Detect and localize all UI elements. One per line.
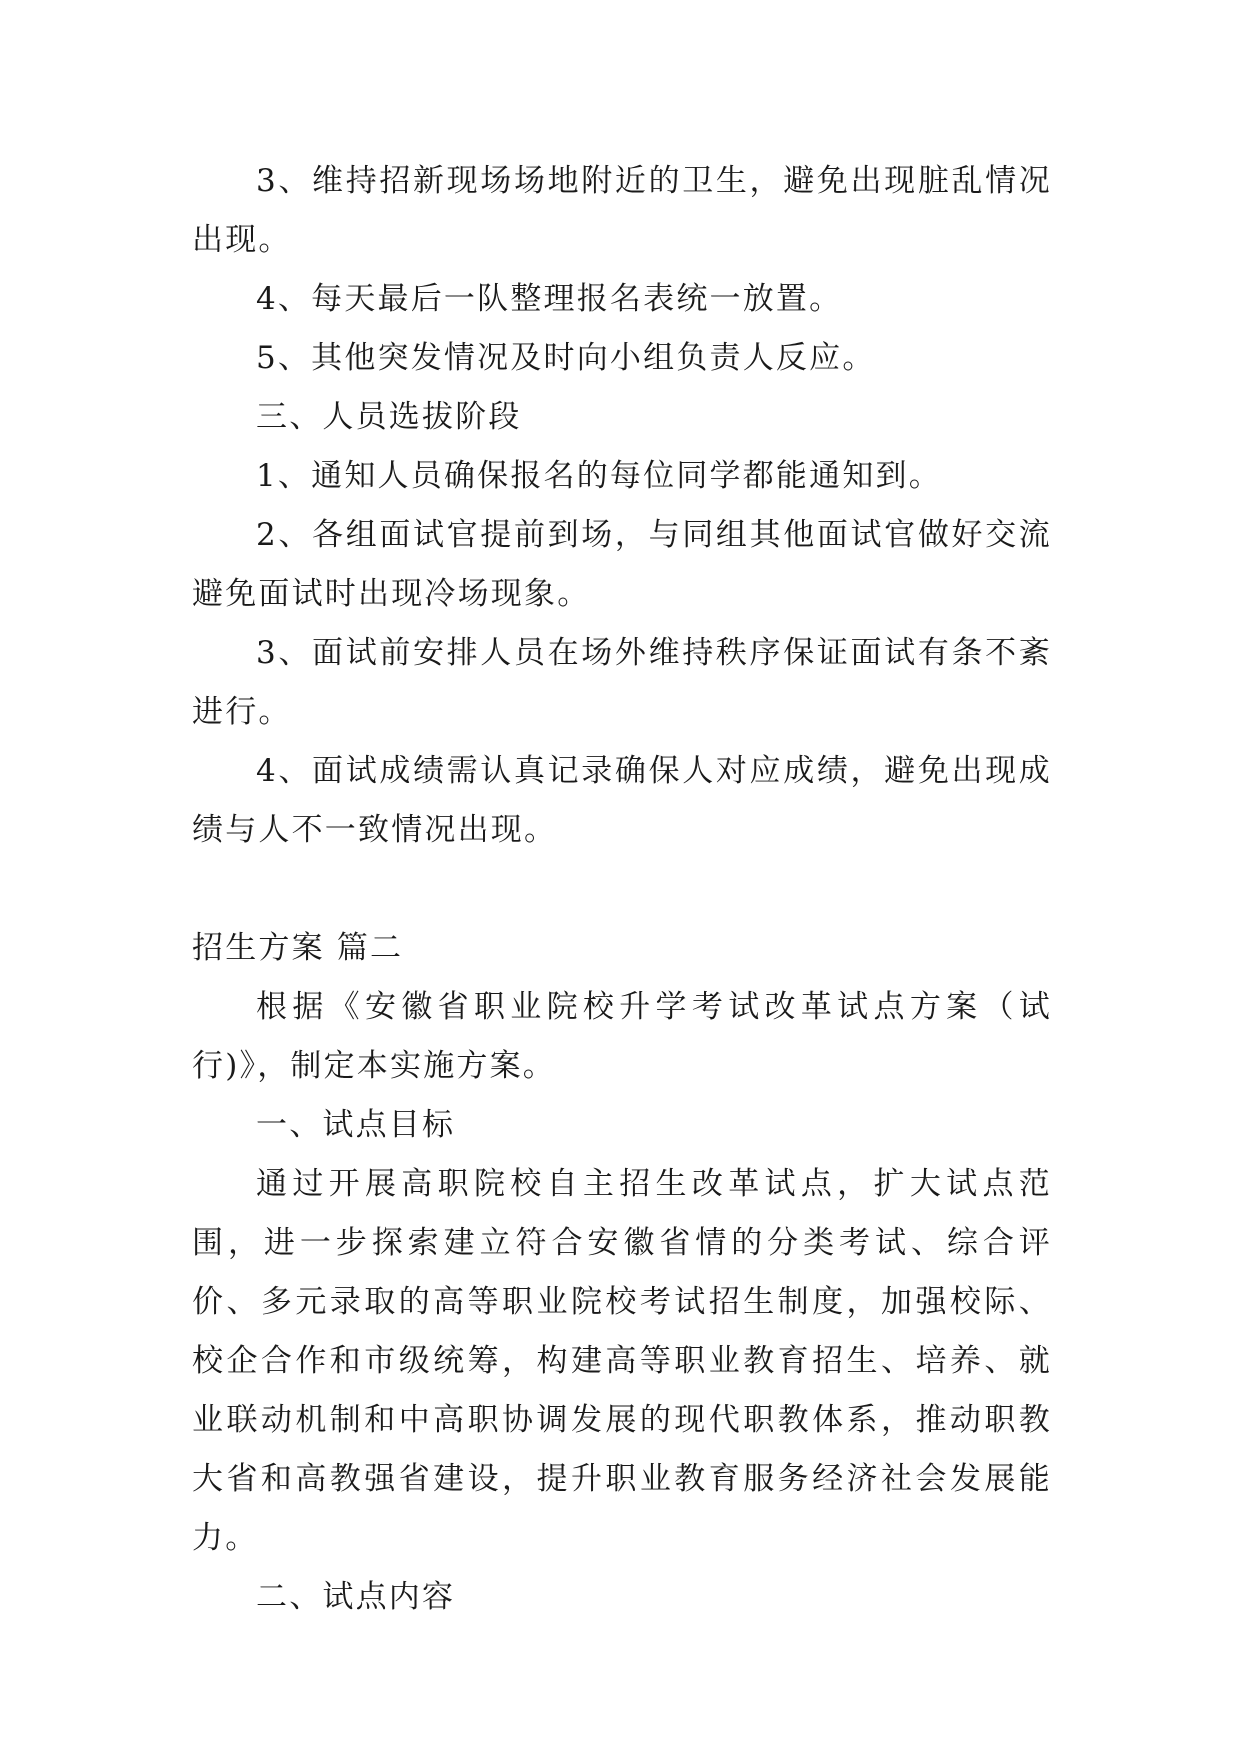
paragraph-registration-forms: 4、每天最后一队整理报名表统一放置。 [256, 281, 843, 317]
paragraph-intro: 根据《安徽省职业院校升学考试改革试点方案（试行)》，制定本实施方案。 [192, 989, 1052, 1084]
paragraph-notify: 1、通知人员确保报名的每位同学都能通知到。 [256, 458, 942, 494]
paragraph-interviewers: 2、各组面试官提前到场，与同组其他面试官做好交流避免面试时出现冷场现象。 [192, 517, 1052, 612]
paragraph-goals-body: 通过开展高职院校自主招生改革试点，扩大试点范围，进一步探索建立符合安徽省情的分类考试、综合评价、多元录取的高等职业院校考试招生制度，加强校际、校企合作和市级统筹，构建高等职业教育招生、培养、就业联动机制和中高职协调发展的现代职教体系，推动职教大省和高教强省建设，提升职业教育服务经济社会发展能力。 [192, 1166, 1052, 1556]
paragraph-order: 3、面试前安排人员在场外维持秩序保证面试有条不紊进行。 [192, 635, 1052, 730]
document-page [192, 152, 1052, 1627]
paragraph-emergencies: 5、其他突发情况及时向小组负责人反应。 [256, 340, 876, 376]
article-title: 招生方案 篇二 [192, 930, 404, 966]
section-spacer [192, 860, 1052, 919]
section-heading-goals: 一、试点目标 [256, 1107, 456, 1143]
section-heading-content: 二、试点内容 [256, 1579, 456, 1615]
section-heading-selection-stage: 三、人员选拔阶段 [256, 399, 522, 435]
paragraph-scores: 4、面试成绩需认真记录确保人对应成绩，避免出现成绩与人不一致情况出现。 [192, 753, 1052, 848]
paragraph-sanitation: 3、维持招新现场场地附近的卫生，避免出现脏乱情况出现。 [192, 163, 1052, 258]
